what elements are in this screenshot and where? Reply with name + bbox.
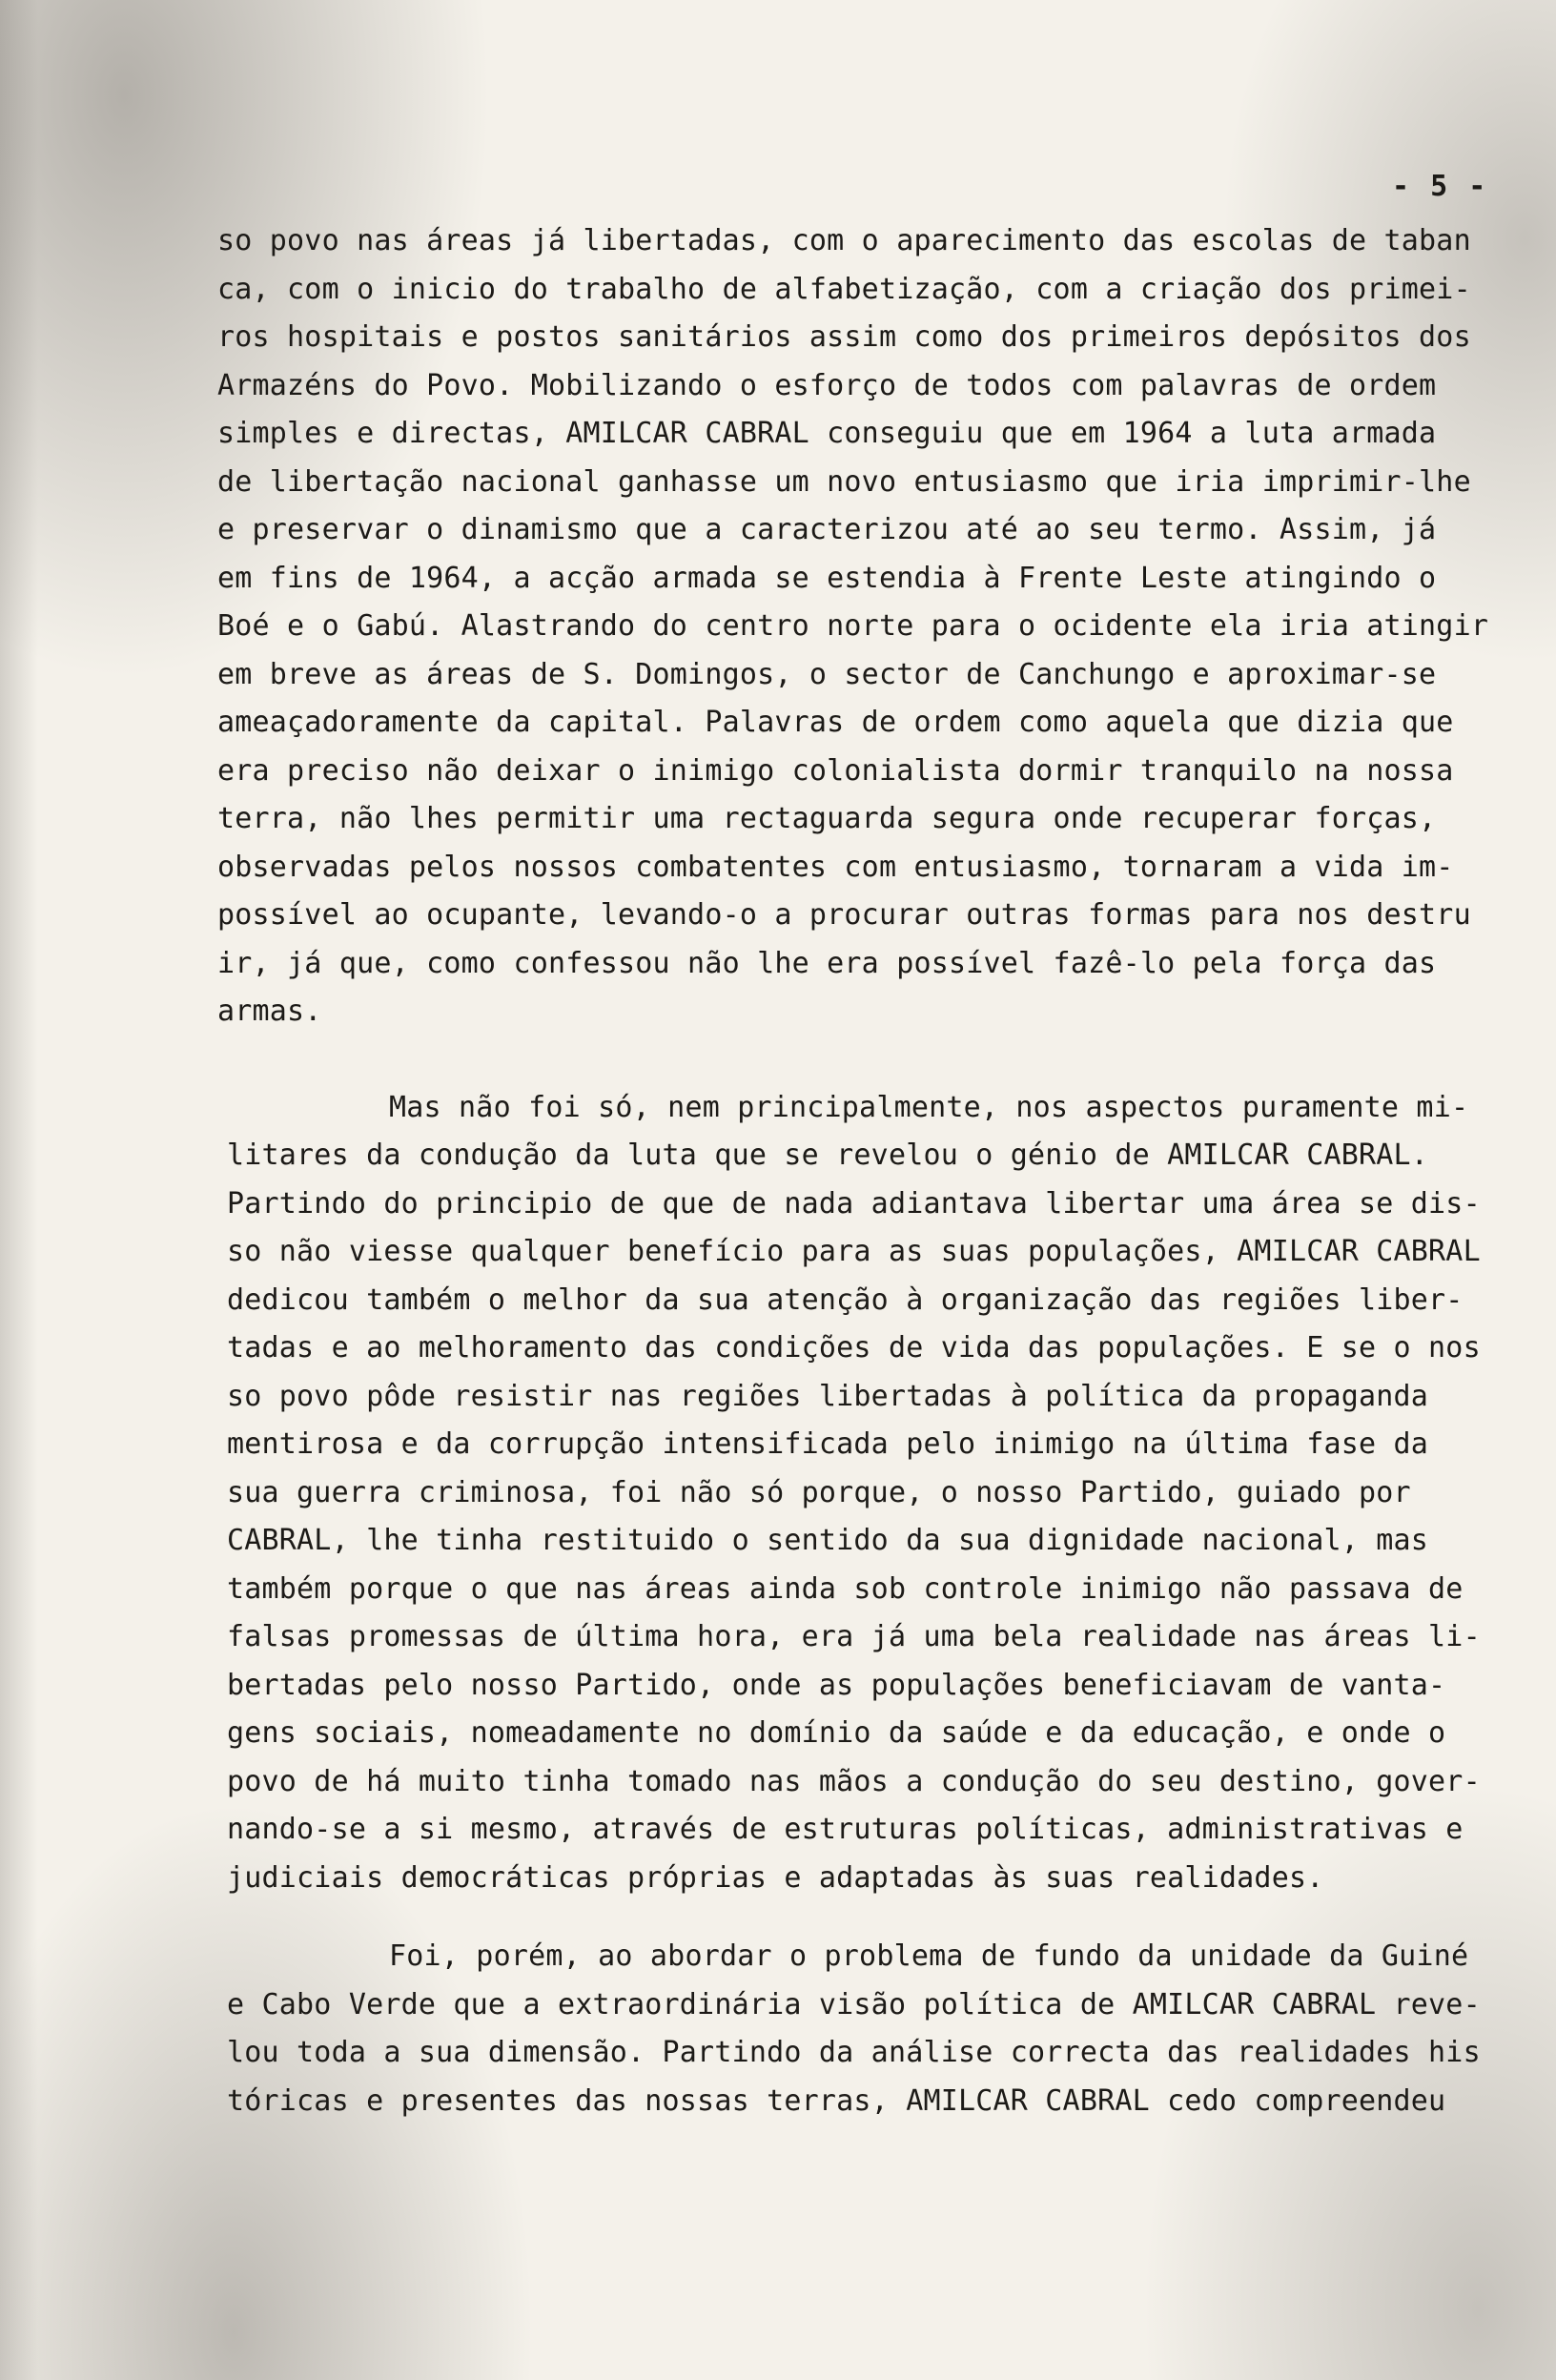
text-line: tóricas e presentes das nossas terras, AMILCAR CABRAL cedo compreendeu — [227, 2083, 1446, 2118]
text-line: tadas e ao melhoramento das condições de vida das populações. E se o nos — [227, 1331, 1481, 1364]
text-line: judiciais democráticas próprias e adaptadas às suas realidades. — [227, 1860, 1324, 1895]
text-line: observadas pelos nossos combatentes com entusiasmo, tornaram a vida im- — [217, 850, 1454, 884]
document-body — [217, 217, 1495, 2125]
text-line: em breve as áreas de S. Domingos, o sector de Canchungo e aproximar-se — [217, 657, 1437, 691]
text-line: ca, com o inicio do trabalho de alfabetização, com a criação dos primei- — [217, 272, 1471, 306]
paragraph-2 — [217, 1084, 1495, 1903]
text-line: terra, não lhes permitir uma rectaguarda segura onde recuperar forças, — [217, 802, 1437, 835]
text-line: Partindo do principio de que de nada adiantava libertar uma área se dis- — [227, 1186, 1481, 1221]
paragraph-3 — [217, 1933, 1495, 2125]
text-line: mentirosa e da corrupção intensificada pelo inimigo na última fase da — [227, 1427, 1429, 1461]
text-line: ros hospitais e postos sanitários assim como dos primeiros depósitos dos — [217, 320, 1471, 354]
text-line: lou toda a sua dimensão. Partindo da análise correcta das realidades his — [227, 2036, 1481, 2069]
text-line: ameaçadoramente da capital. Palavras de ordem como aquela que dizia que — [217, 706, 1454, 739]
text-line: falsas promessas de última hora, era já uma bela realidade nas áreas li- — [227, 1620, 1481, 1653]
text-line: armas. — [217, 995, 322, 1028]
text-line: so povo pôde resistir nas regiões libertadas à política da propaganda — [227, 1379, 1429, 1413]
text-line: Foi, porém, ao abordar o problema de fundo da unidade da Guiné — [389, 1939, 1469, 1973]
text-line: dedicou também o melhor da sua atenção à organização das regiões liber- — [227, 1282, 1464, 1317]
text-line: povo de há muito tinha tomado nas mãos a condução do seu destino, gover- — [227, 1764, 1481, 1798]
text-line: CABRAL, lhe tinha restituido o sentido da sua dignidade nacional, mas — [227, 1524, 1429, 1557]
text-line: so povo nas áreas já libertadas, com o aparecimento das escolas de taban — [217, 224, 1471, 257]
text-line: Armazéns do Povo. Mobilizando o esforço de todos com palavras de ordem — [217, 368, 1437, 402]
text-line: simples e directas, AMILCAR CABRAL conseguiu que em 1964 a luta armada — [217, 417, 1437, 450]
text-line: so não viesse qualquer benefício para as suas populações, AMILCAR CABRAL — [227, 1235, 1481, 1268]
text-line: ir, já que, como confessou não lhe era possível fazê-lo pela força das — [217, 946, 1437, 980]
text-line: e Cabo Verde que a extraordinária visão política de AMILCAR CABRAL reve- — [227, 1987, 1481, 2021]
text-line: litares da condução da luta que se revelou o génio de AMILCAR CABRAL. — [227, 1139, 1429, 1172]
text-line: em fins de 1964, a acção armada se estendia à Frente Leste atingindo o — [217, 561, 1437, 595]
page-number: - 5 - — [1392, 170, 1488, 203]
text-line: possível ao ocupante, levando-o a procurar outras formas para nos destru — [217, 898, 1471, 932]
text-line: de libertação nacional ganhasse um novo entusiasmo que iria imprimir-lhe — [217, 464, 1471, 499]
text-line: bertadas pelo nosso Partido, onde as populações beneficiavam de vanta- — [227, 1668, 1446, 1702]
text-line: e preservar o dinamismo que a caracterizou até ao seu termo. Assim, já — [217, 513, 1437, 546]
text-line: nando-se a si mesmo, através de estruturas políticas, administrativas e — [227, 1813, 1464, 1846]
text-line: Mas não foi só, nem principalmente, nos aspectos puramente mi- — [389, 1090, 1469, 1124]
text-line: sua guerra criminosa, foi não só porque, o nosso Partido, guiado por — [227, 1475, 1411, 1509]
paragraph-1 — [217, 217, 1495, 1036]
text-line: gens sociais, nomeadamente no domínio da saúde e da educação, e onde o — [227, 1716, 1446, 1750]
text-line: era preciso não deixar o inimigo colonialista dormir tranquilo na nossa — [217, 753, 1454, 788]
text-line: também porque o que nas áreas ainda sob controle inimigo não passava de — [227, 1571, 1464, 1606]
text-line: Boé e o Gabú. Alastrando do centro norte para o ocidente ela iria atingir — [217, 609, 1489, 643]
